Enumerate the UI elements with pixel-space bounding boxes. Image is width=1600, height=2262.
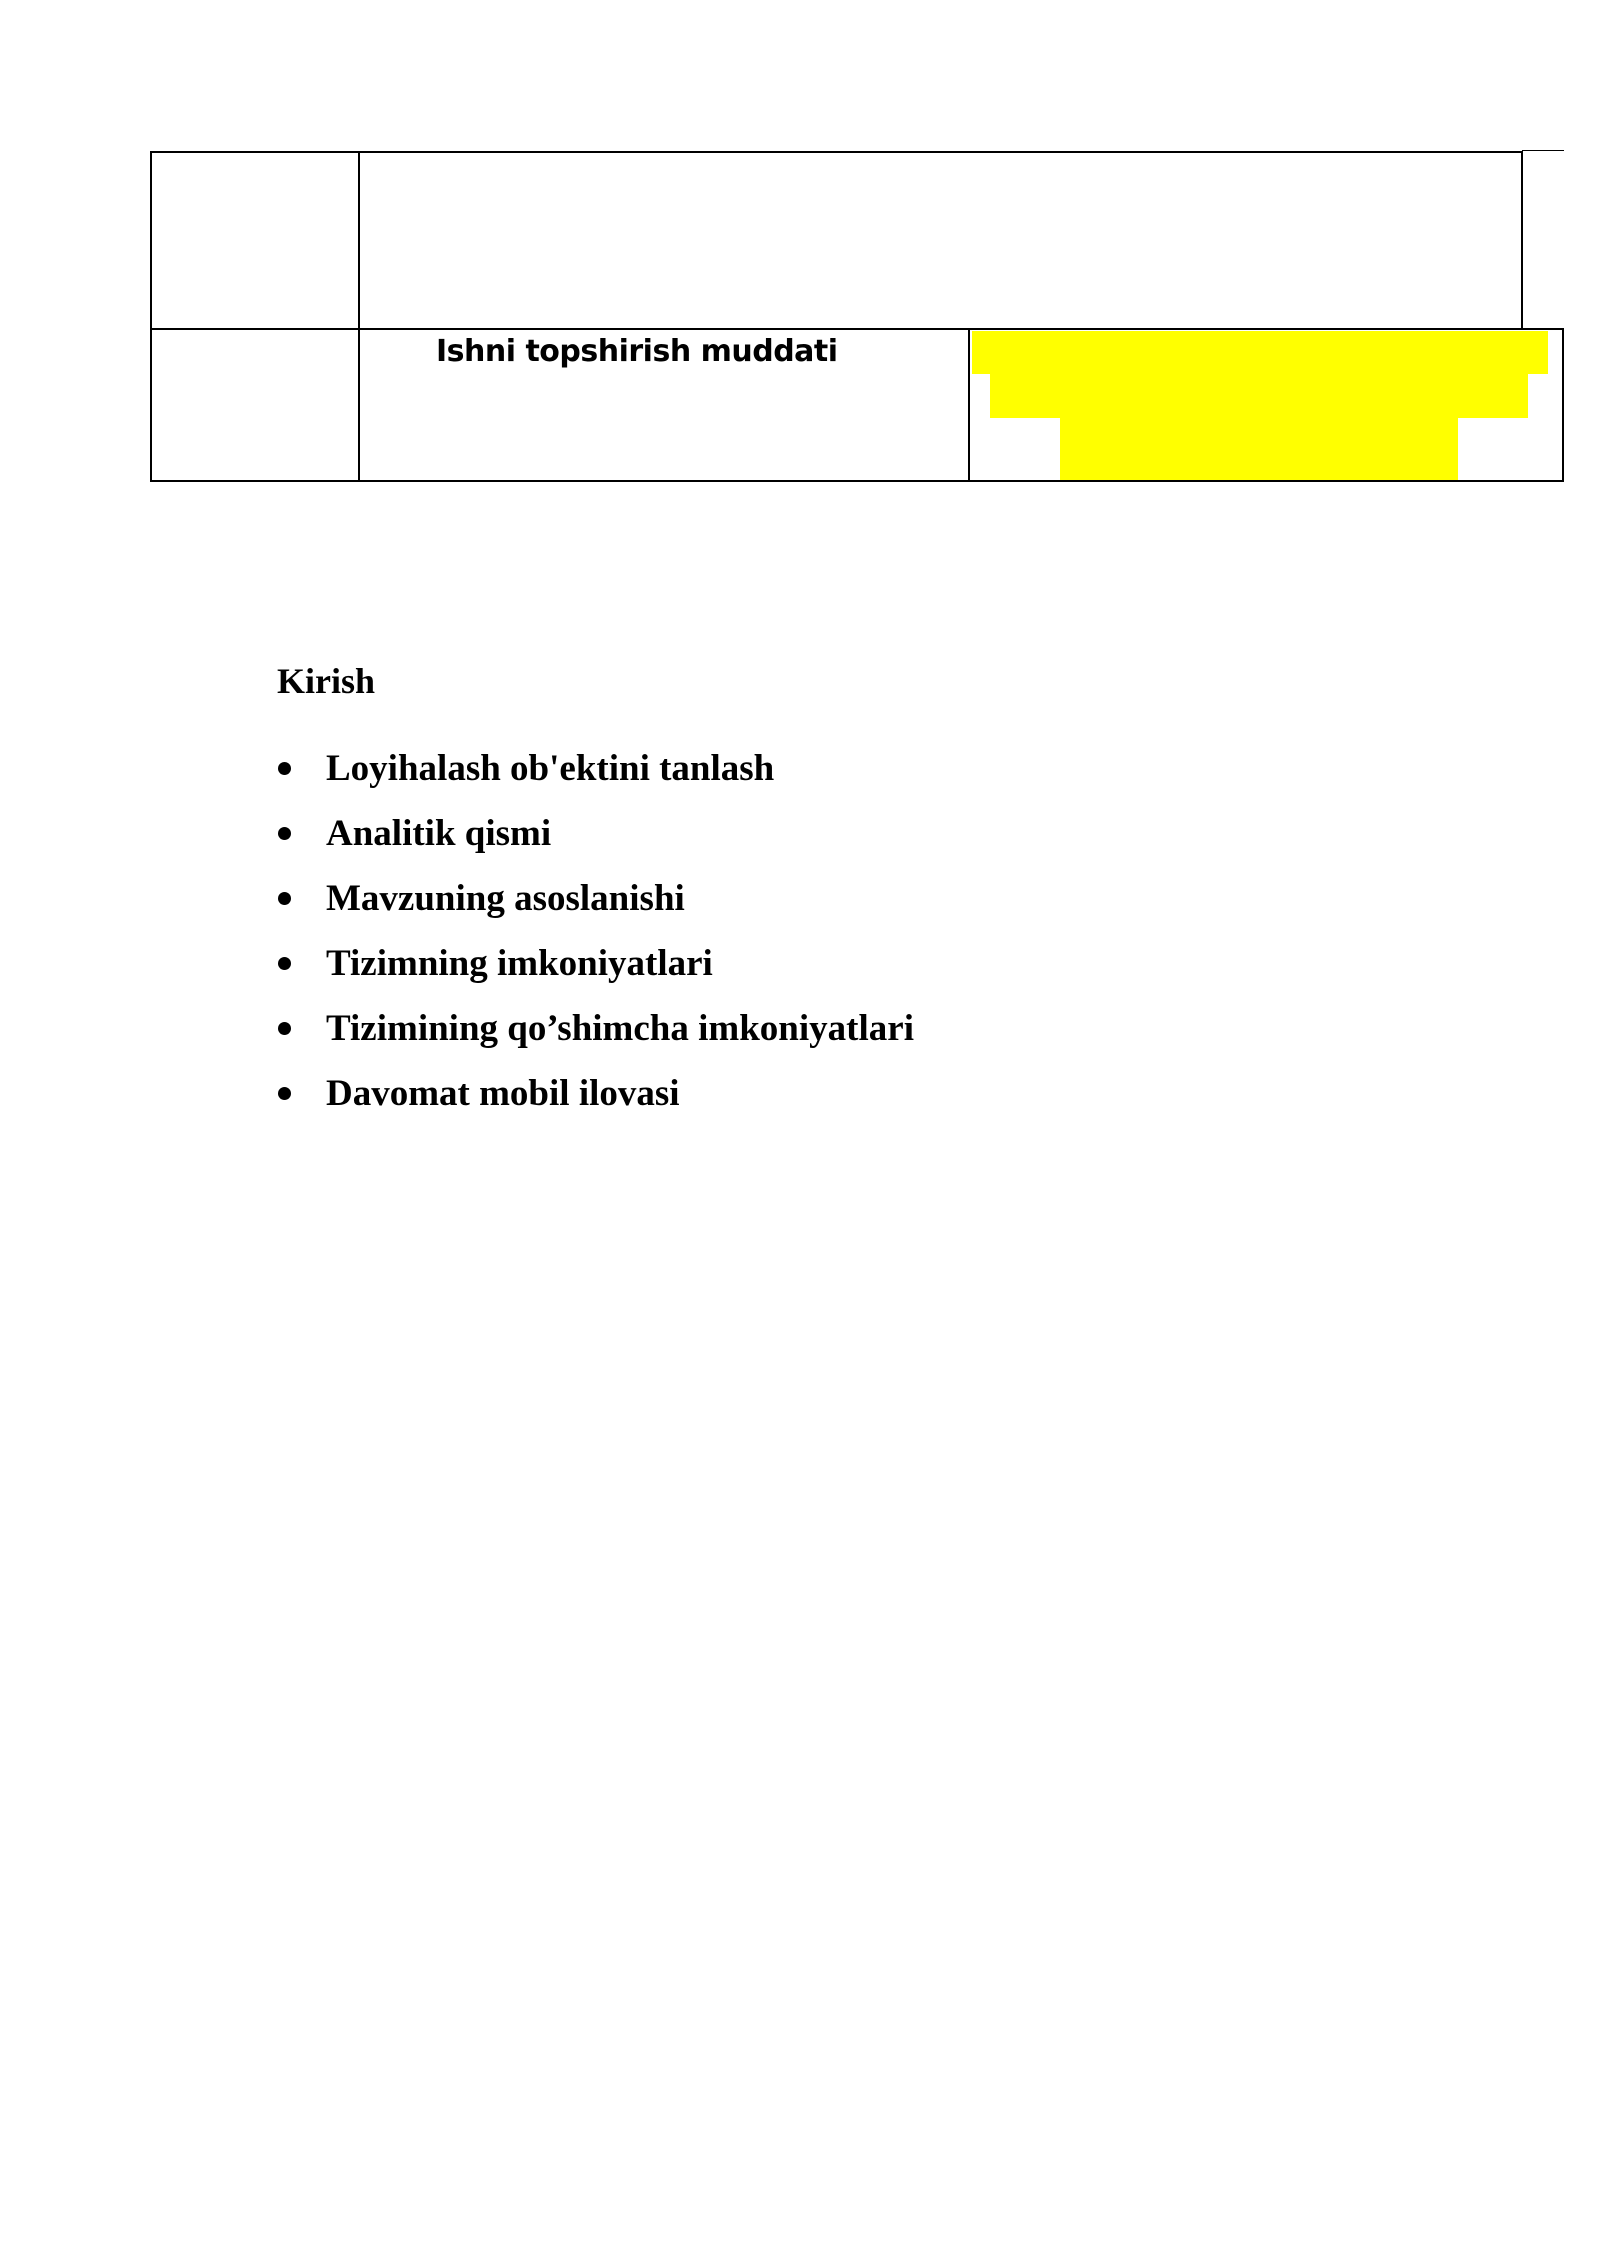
bullet-icon bbox=[278, 1087, 291, 1100]
list-item-text: Loyihalash ob'ektini tanlash bbox=[326, 748, 775, 789]
list-item-text: Davomat mobil ilovasi bbox=[326, 1073, 680, 1114]
bullet-icon bbox=[278, 957, 291, 970]
bullet-icon bbox=[278, 892, 291, 905]
table-col-divider-2 bbox=[968, 328, 970, 482]
list-item-text: Analitik qismi bbox=[326, 813, 552, 854]
bullet-icon bbox=[278, 1022, 291, 1035]
list-item bbox=[270, 805, 914, 870]
table-col-divider-1 bbox=[358, 151, 360, 482]
list-item-text: Tizimning imkoniyatlari bbox=[326, 943, 713, 984]
list-item bbox=[270, 935, 914, 1000]
table-border-right bbox=[1562, 328, 1564, 482]
highlight-band-3 bbox=[1060, 418, 1458, 480]
deadline-label: Ishni topshirish muddati bbox=[436, 334, 838, 369]
table-row-divider bbox=[150, 328, 1564, 330]
list-item-text: Mavzuning asoslanishi bbox=[326, 878, 685, 919]
section-heading: Kirish bbox=[277, 661, 376, 701]
table-col-divider-top-right bbox=[1521, 151, 1523, 330]
table-border-stub bbox=[1522, 150, 1564, 151]
list-item bbox=[270, 1000, 914, 1065]
bullet-icon bbox=[278, 762, 291, 775]
list-item bbox=[270, 740, 914, 805]
table-border-top bbox=[150, 151, 1522, 153]
highlight-band-1 bbox=[972, 331, 1548, 374]
list-item-text: Tizimining qo’shimcha imkoniyatlari bbox=[326, 1008, 914, 1049]
list-item bbox=[270, 870, 914, 935]
table-border-left bbox=[150, 151, 152, 482]
list-item bbox=[270, 1065, 914, 1130]
highlight-band-2 bbox=[990, 374, 1528, 418]
contents-list bbox=[270, 740, 914, 1130]
bullet-icon bbox=[278, 827, 291, 840]
table-border-bottom bbox=[150, 480, 1564, 482]
